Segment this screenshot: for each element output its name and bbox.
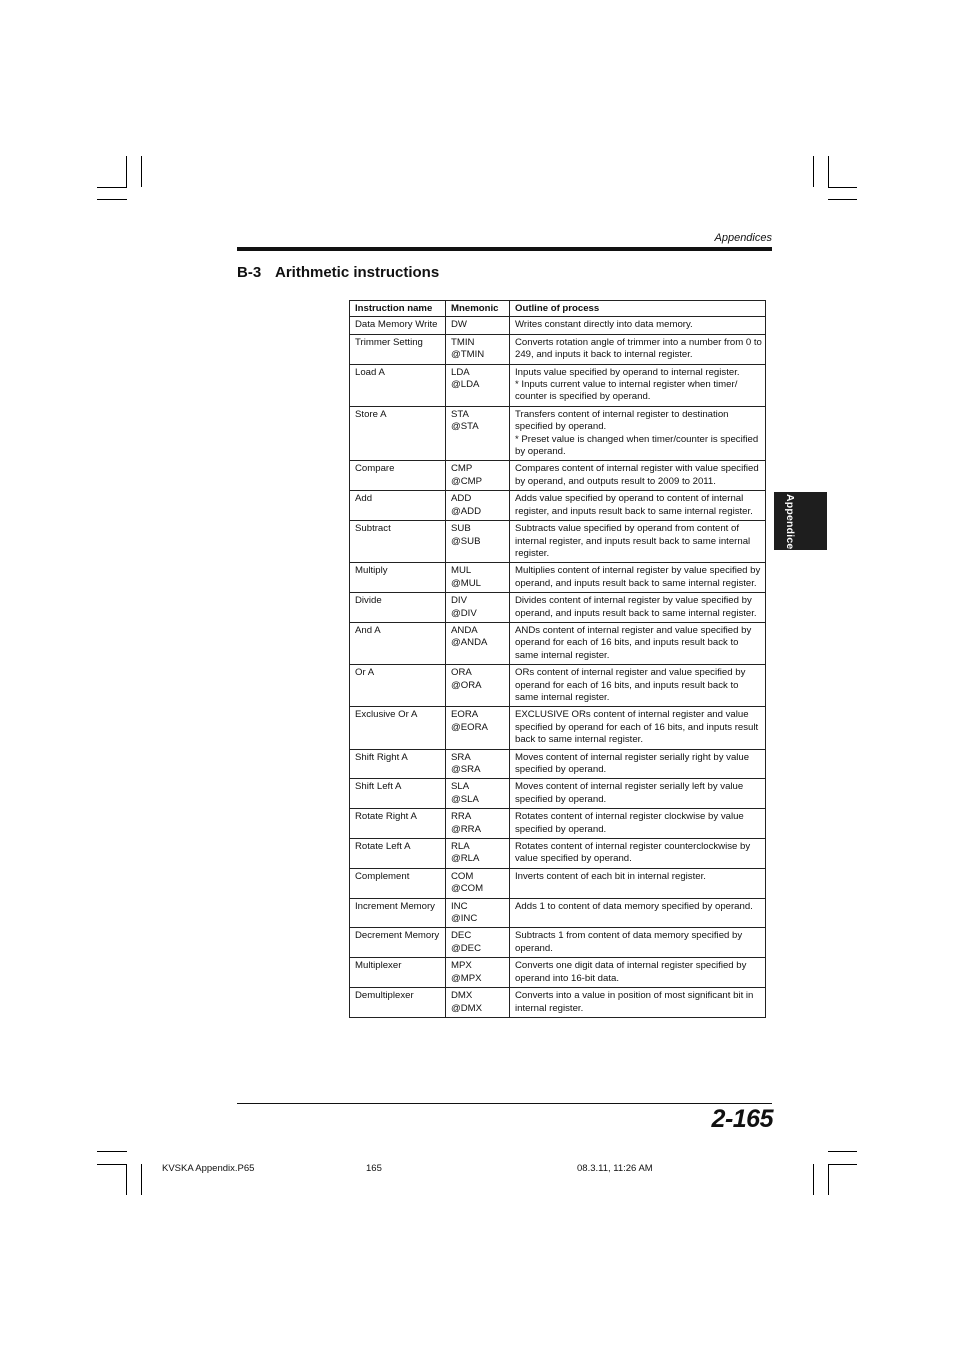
table-row [350,749,766,779]
table-row [350,928,766,958]
table-body [350,317,766,1018]
mnemonic-value: CMP [451,463,473,475]
instruction-name-cell: Multiplexer [350,958,446,988]
instruction-name-cell: Trimmer Setting [350,334,446,364]
mnemonic-value: SRA [451,751,471,763]
mnemonic-value: @COM [451,883,484,895]
mnemonic-cell [446,665,510,707]
column-header: Outline of process [510,301,766,317]
mnemonic-value: RRA [451,811,472,823]
mnemonic-cell [446,364,510,406]
outline-cell: Writes constant directly into data memory. [510,317,766,334]
table-row [350,665,766,707]
instruction-name-cell: Demultiplexer [350,988,446,1018]
mnemonic-value: @MPX [451,972,482,984]
outline-cell: Inputs value specified by operand to internal register. * Inputs current value to internal register when timer/ counter is specified by operand. [510,364,766,406]
section-number: B-3 [237,264,262,281]
mnemonic-value: LDA [451,366,470,378]
mnemonic-value: @SRA [451,764,481,775]
mnemonic-value: @INC [451,913,478,925]
table-row [350,521,766,563]
instruction-name-cell: Or A [350,665,446,707]
mnemonic-value: SUB [451,523,471,535]
instruction-name-cell: Decrement Memory [350,928,446,958]
mnemonic-value: @SUB [451,535,481,547]
mnemonic-value: COM [451,870,474,882]
mnemonic-value: @CMP [451,475,483,487]
instruction-name-cell: Multiply [350,563,446,593]
section-heading [237,264,439,281]
outline-cell: Moves content of internal register serially left by value specified by operand. [510,779,766,809]
mnemonic-value: @ANDA [451,637,488,649]
mnemonic-value: @ADD [451,505,481,517]
crop-mark [97,1164,127,1165]
mnemonic-cell [446,317,510,334]
table-row [350,317,766,334]
outline-cell: Divides content of internal register by value specified by operand, and inputs result back to same internal register. [510,593,766,623]
mnemonic-value: @TMIN [451,349,485,361]
instruction-name-cell: Increment Memory [350,898,446,928]
outline-cell: ORs content of internal register and value specified by operand for each of 16 bits, and inputs result back to same internal register. [510,665,766,707]
instruction-name-cell: And A [350,622,446,664]
crop-mark [97,187,127,188]
page-number: 2-165 [711,1105,773,1133]
instruction-name-cell: Data Memory Write [350,317,446,334]
table-row [350,898,766,928]
footer-rule [237,1103,772,1104]
mnemonic-value: @SLA [451,793,479,805]
column-header: Mnemonic [446,301,510,317]
crop-mark [828,199,857,200]
print-file-name: KVSKA Appendix.P65 [162,1163,255,1174]
table-row [350,563,766,593]
mnemonic-cell [446,839,510,869]
crop-mark [126,156,127,187]
mnemonic-value: DEC [451,930,472,942]
crop-mark [97,199,127,200]
instruction-name-cell: Divide [350,593,446,623]
running-header: Appendices [714,232,772,244]
column-header: Instruction name [350,301,446,317]
outline-cell: Multiplies content of internal register by value specified by operand, and inputs result back to same internal register. [510,563,766,593]
table-row [350,491,766,521]
crop-mark [828,1164,829,1195]
mnemonic-value: INC [451,900,468,912]
instruction-name-cell: Rotate Right A [350,809,446,839]
outline-cell: Subtracts value specified by operand from content of internal register, and inputs result back to same internal register. [510,521,766,563]
table-row [350,406,766,461]
mnemonic-value: MUL [451,565,472,577]
outline-cell: Compares content of internal register with value specified by operand, and outputs result to 2009 to 2011. [510,461,766,491]
crop-mark [126,1164,127,1195]
crop-mark [813,1164,814,1195]
table-header-row [350,301,766,317]
crop-mark [828,1151,857,1152]
crop-mark [141,156,142,187]
mnemonic-cell [446,521,510,563]
mnemonic-value: @DIV [451,607,477,619]
mnemonic-value: EORA [451,709,479,721]
mnemonic-cell [446,491,510,521]
crop-mark [97,1151,127,1152]
mnemonic-value: @EORA [451,721,488,733]
crop-mark [828,187,857,188]
mnemonic-cell [446,958,510,988]
mnemonic-cell [446,707,510,749]
mnemonic-cell [446,461,510,491]
mnemonic-cell [446,898,510,928]
mnemonic-value: @LDA [451,379,480,391]
outline-cell: EXCLUSIVE ORs content of internal register and value specified by operand for each of 16 bits, and inputs result back to same internal register. [510,707,766,749]
mnemonic-cell [446,868,510,898]
table-row [350,958,766,988]
table-row [350,839,766,869]
mnemonic-value: @DEC [451,942,481,954]
mnemonic-value: @ORA [451,679,482,691]
mnemonic-value: @MUL [451,577,481,589]
instruction-name-cell: Add [350,491,446,521]
mnemonic-cell [446,593,510,623]
outline-cell: Adds value specified by operand to content of internal register, and inputs result back to same internal register. [510,491,766,521]
mnemonic-cell [446,334,510,364]
print-sheet-number: 165 [366,1163,382,1174]
table-row [350,779,766,809]
mnemonic-value: DW [451,319,467,331]
instruction-name-cell: Exclusive Or A [350,707,446,749]
mnemonic-value: SLA [451,781,470,793]
table-row [350,707,766,749]
outline-cell: Subtracts 1 from content of data memory specified by operand. [510,928,766,958]
mnemonic-value: TMIN [451,336,475,348]
table-row [350,334,766,364]
instruction-name-cell: Load A [350,364,446,406]
mnemonic-value: @STA [451,421,479,433]
mnemonic-value: MPX [451,960,472,972]
instruction-name-cell: Complement [350,868,446,898]
mnemonic-value: @DMX [451,1002,483,1014]
side-tab-label: Appendices [784,494,796,556]
mnemonic-value: ADD [451,493,472,505]
instruction-name-cell: Store A [350,406,446,461]
crop-mark [828,1164,857,1165]
mnemonic-value: @RLA [451,853,480,865]
mnemonic-cell [446,622,510,664]
instruction-name-cell: Shift Left A [350,779,446,809]
outline-cell: Transfers content of internal register to destination specified by operand. * Preset value is changed when timer/counter is specified by operand. [510,406,766,461]
mnemonic-cell [446,988,510,1018]
instruction-name-cell: Rotate Left A [350,839,446,869]
table-row [350,593,766,623]
mnemonic-value: DMX [451,990,473,1002]
mnemonic-value: ORA [451,667,472,679]
mnemonic-cell [446,749,510,779]
outline-cell: Adds 1 to content of data memory specified by operand. [510,898,766,928]
header-rule [237,247,772,251]
instruction-name-cell: Shift Right A [350,749,446,779]
instruction-table [349,300,766,1018]
mnemonic-cell [446,406,510,461]
outline-cell: Converts rotation angle of trimmer into a number from 0 to 249, and inputs it back to internal register. [510,334,766,364]
crop-mark [828,156,829,187]
table-row [350,622,766,664]
mnemonic-value: @RRA [451,823,481,835]
table-row [350,364,766,406]
instruction-name-cell: Subtract [350,521,446,563]
mnemonic-value: ANDA [451,624,478,636]
crop-mark [813,156,814,187]
table-row [350,868,766,898]
table-row [350,461,766,491]
mnemonic-cell [446,928,510,958]
outline-cell: Rotates content of internal register counterclockwise by value specified by operand. [510,839,766,869]
outline-cell: Inverts content of each bit in internal register. [510,868,766,898]
outline-cell: Converts into a value in position of most significant bit in internal register. [510,988,766,1018]
mnemonic-value: DIV [451,595,467,607]
mnemonic-cell [446,779,510,809]
outline-cell: Converts one digit data of internal register specified by operand into 16-bit data. [510,958,766,988]
print-timestamp: 08.3.11, 11:26 AM [577,1163,653,1174]
mnemonic-value: STA [451,408,469,420]
side-thumb-tab [774,492,827,556]
mnemonic-cell [446,809,510,839]
table-row [350,988,766,1018]
instruction-name-cell: Compare [350,461,446,491]
table-row [350,809,766,839]
crop-mark [141,1164,142,1195]
mnemonic-value: RLA [451,841,470,853]
section-title: Arithmetic instructions [275,264,440,281]
mnemonic-cell [446,563,510,593]
outline-cell: Rotates content of internal register clockwise by value specified by operand. [510,809,766,839]
outline-cell: ANDs content of internal register and value specified by operand for each of 16 bits, and inputs result back to same internal register. [510,622,766,664]
outline-cell: Moves content of internal register serially right by value specified by operand. [510,749,766,779]
